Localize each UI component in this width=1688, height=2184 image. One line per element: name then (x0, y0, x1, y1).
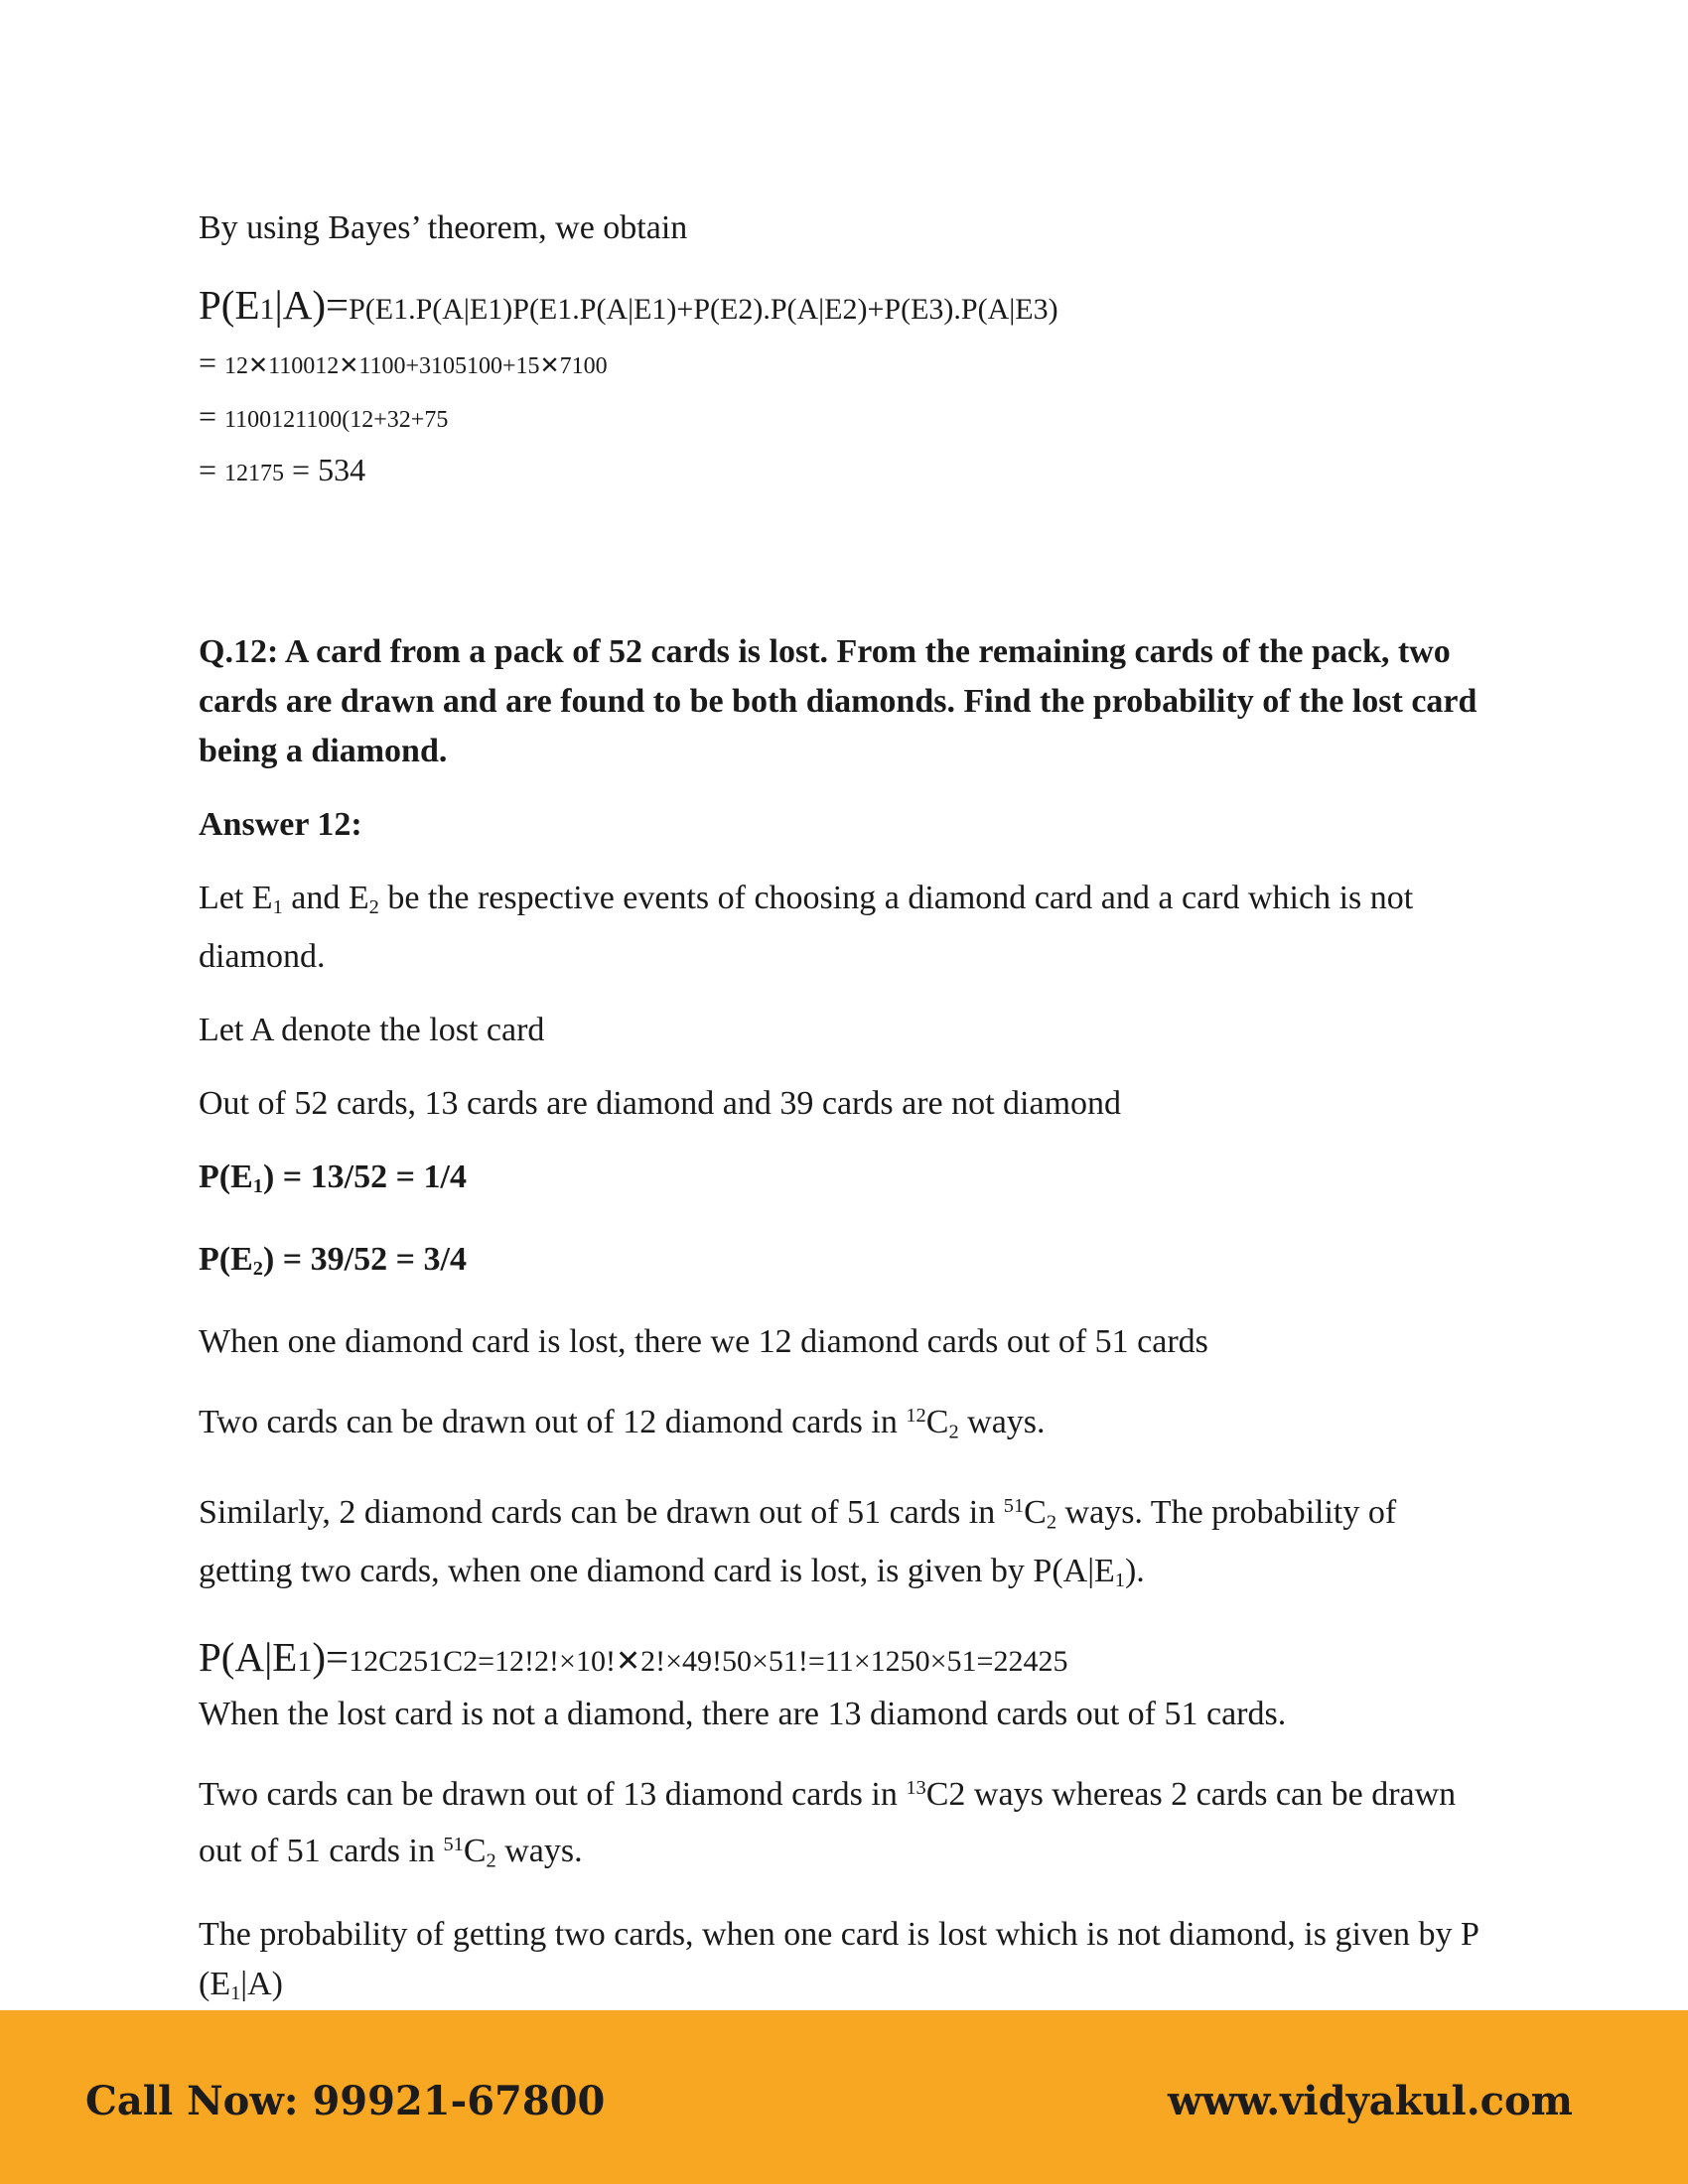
tc13-e: ways. (495, 1833, 583, 1870)
bayes-equation (199, 277, 1489, 338)
let-e-b: and E (282, 880, 369, 916)
eq1-rhs: P(E1.P(A|E1)P(E1.P(A|E1)+P(E2).P(A|E2)+P(E3).P(A|E3) (349, 293, 1058, 326)
sim-sub: 2 (1046, 1510, 1057, 1533)
two-cards-12-text (199, 1391, 1489, 1456)
eq1-lhs-sub: 1 (259, 293, 275, 326)
eq2-value: 12✕110012✕1100+3105100+15✕7100 (224, 353, 608, 379)
section-gap (199, 498, 1489, 627)
tc13-d: C (463, 1833, 487, 1870)
pae1-equation (199, 1629, 1489, 1690)
call-now-text: Call Now: 99921-67800 (85, 2078, 606, 2124)
question-12: Q.12: A card from a pack of 52 cards is lost. From the remaining cards of the pack, two cards are drawn and are found to be both diamonds. Find the probability of the lost card being a diamond. (199, 633, 1477, 769)
tc12-c: C (925, 1404, 949, 1441)
pn-a: The probability of getting two cards, when one card is lost which is not diamond, is given by P (E (199, 1915, 1478, 2002)
pe2-a: P(E (199, 1241, 253, 1279)
pe2-equation (199, 1235, 1489, 1294)
let-e-c: be the respective events of choosing a diamond card and a card which is not diamond. (199, 880, 1414, 976)
eq3-prefix: = (199, 398, 225, 434)
similarly-paragraph (199, 1481, 1489, 1605)
equation-step-1 (199, 338, 1489, 391)
eq1-lhs-end: |A)= (274, 282, 350, 328)
pe1-b: ) = 13/52 = 1/4 (262, 1159, 467, 1196)
pn-b: |A) (240, 1965, 283, 2002)
eq4-value: 12175 (224, 461, 285, 486)
when-not-text: When the lost card is not a diamond, there are 13 diamond cards out of 51 cards. (199, 1696, 1287, 1732)
eq5-rhs: 12C251C2=12!2!×10!✕2!×49!50×51!=11×1250×51=22425 (349, 1645, 1068, 1678)
eq5-lhs-end: )= (312, 1634, 350, 1680)
answer-label: Answer 12: (199, 806, 362, 843)
pe2-sub: 2 (252, 1258, 263, 1281)
let-e-a: Let E (199, 880, 273, 916)
prob-not-paragraph (199, 1910, 1489, 2018)
pe1-a: P(E (199, 1159, 253, 1196)
eq2-prefix: = (199, 344, 225, 380)
tc12-sub: 2 (948, 1421, 959, 1443)
eq4-suffix: = 534 (284, 452, 366, 487)
pn-sub: 1 (230, 1981, 241, 2004)
let-events-paragraph (199, 874, 1489, 982)
pe1-sub: 1 (252, 1175, 263, 1198)
two-cards-13-paragraph (199, 1763, 1489, 1886)
eq4-prefix: = (199, 452, 225, 487)
footer-banner (0, 2010, 1688, 2184)
tc13-sub: 2 (486, 1849, 496, 1872)
tc13-sup2: 51 (443, 1834, 464, 1856)
page-content (199, 204, 1489, 2116)
sim-d: ways. The probability of getting two cards, when one diamond card is lost, is given by P(A|E (199, 1493, 1397, 1589)
let-e-sub1: 1 (272, 896, 283, 919)
sim-sub2: 1 (1114, 1570, 1125, 1591)
equation-step-3 (199, 445, 1489, 498)
website-link[interactable]: www.vidyakul.com (1167, 2078, 1573, 2124)
tc13-c: C2 ways whereas 2 cards can be drawn out of 51 cards in (199, 1776, 1457, 1870)
let-a-text: Let A denote the lost card (199, 1012, 545, 1049)
tc12-a: Two cards can be drawn out of 12 diamond cards in (199, 1404, 907, 1441)
sim-a: Similarly, 2 diamond cards can be drawn out of 51 cards in (199, 1493, 1004, 1531)
tc13-a: Two cards can be drawn out of 13 diamond cards in (199, 1776, 907, 1814)
when-lost-text: When one diamond card is lost, there we 12 diamond cards out of 51 cards (199, 1323, 1208, 1361)
sim-c: C (1024, 1493, 1047, 1531)
out-of-text: Out of 52 cards, 13 cards are diamond and 39 cards are not diamond (199, 1085, 1122, 1123)
eq1-lhs: P(E (199, 282, 260, 328)
tc12-sup: 12 (906, 1405, 926, 1428)
tc12-d: ways. (958, 1404, 1046, 1441)
sim-sup: 51 (1003, 1494, 1025, 1517)
eq3-value: 1100121100(12+32+75 (224, 407, 449, 433)
let-e-sub2: 2 (368, 896, 379, 919)
tc13-sup: 13 (906, 1777, 926, 1799)
equation-step-2 (199, 391, 1489, 445)
pe2-b: ) = 39/52 = 3/4 (262, 1241, 467, 1279)
eq5-lhs: P(A|E (199, 1634, 298, 1680)
pe1-equation (199, 1153, 1489, 1211)
intro-bayes-text: By using Bayes’ theorem, we obtain (199, 209, 688, 246)
sim-e: ). (1124, 1552, 1145, 1589)
eq5-lhs-sub: 1 (297, 1645, 313, 1678)
